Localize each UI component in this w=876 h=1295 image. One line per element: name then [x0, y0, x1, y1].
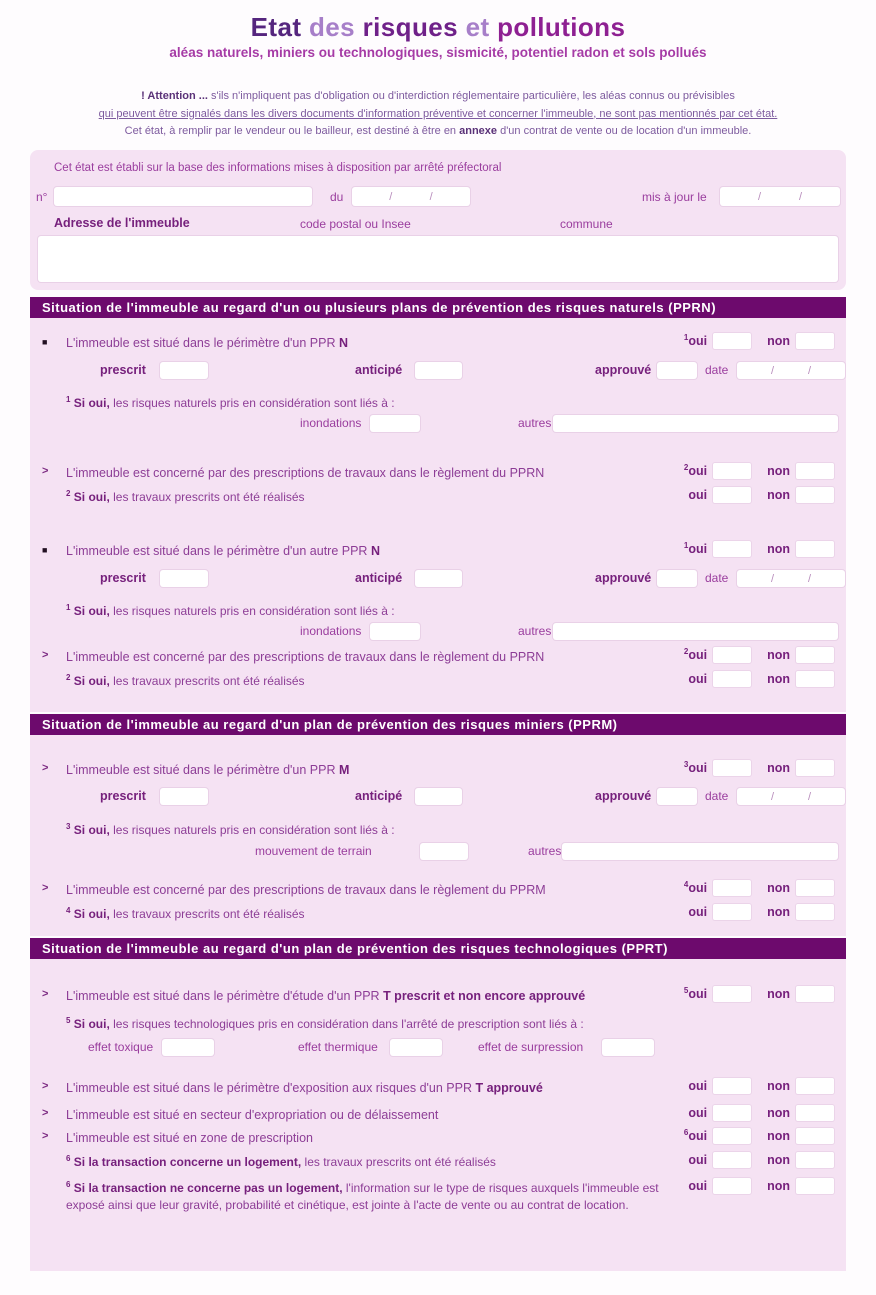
prescrit-checkbox[interactable] [160, 570, 208, 587]
footnote-marker: 3 [66, 822, 71, 831]
non-checkbox[interactable] [796, 1078, 834, 1094]
oui-label: oui [688, 464, 708, 479]
oui-non-group [684, 880, 834, 896]
si-oui-text: les risques naturels pris en considération sont liés à : [109, 823, 395, 837]
date-separator: / [807, 572, 812, 585]
oui-label: oui [688, 1129, 708, 1144]
oui-checkbox[interactable] [713, 1078, 751, 1094]
si-oui-bold: Si oui, [73, 490, 110, 504]
autres-input[interactable] [553, 415, 838, 432]
pprm-q2-row [40, 881, 836, 899]
footnote-marker: 1 [66, 395, 71, 404]
footnote-ref: 2 [683, 463, 689, 473]
anticipe-label: anticipé [355, 571, 403, 585]
section-pprn [30, 318, 846, 712]
oui-label: oui [688, 334, 708, 349]
si-oui-bold: Si oui, [73, 1017, 110, 1031]
prescrit-checkbox[interactable] [160, 362, 208, 379]
pprn-risques-row2 [40, 623, 836, 645]
effet-toxique-checkbox[interactable] [162, 1039, 214, 1056]
date-label: date [705, 789, 729, 803]
si-oui-text: les risques naturels pris en considération sont liés à : [109, 396, 395, 410]
oui-label: oui [688, 542, 708, 557]
oui-non-group [684, 986, 834, 1002]
date-separator: / [798, 190, 803, 203]
non-label: non [767, 1106, 790, 1120]
si-oui-bold: Si oui, [73, 604, 110, 618]
square-bullet-icon: ■ [42, 545, 48, 555]
notice-line2: qui peuvent être signalés dans les divers documents d'information préventive et concerner l'immeuble, ne sont pas mentionnés par cet état. [98, 107, 778, 120]
si-transaction-text: l'information sur le type de risques auxquels l'immeuble est exposé ainsi que leur gravité, probabilité et cinétique, est jointe à l'acte de vente ou au contrat de location. [66, 1181, 659, 1213]
question-text: L'immeuble est situé en secteur d'expropriation ou de délaissement [66, 1108, 439, 1122]
oui-label: oui [688, 905, 708, 919]
date-input[interactable] [737, 788, 845, 805]
title-word: pollutions [497, 12, 626, 42]
oui-checkbox[interactable] [713, 1178, 751, 1194]
non-label: non [767, 881, 790, 895]
oui-non-group [688, 1105, 834, 1121]
non-label: non [767, 1079, 790, 1093]
question-bold: M [338, 763, 350, 777]
non-checkbox[interactable] [796, 1152, 834, 1168]
mis-a-jour-label: mis à jour le [642, 190, 707, 204]
oui-checkbox[interactable] [713, 880, 751, 896]
pprm-q1-row [40, 761, 836, 779]
anticipe-checkbox[interactable] [415, 788, 462, 805]
approuve-label: approuvé [595, 571, 652, 585]
attention-label: ! Attention ... [141, 90, 208, 102]
footnote-marker: 2 [66, 673, 71, 682]
si-transaction-text: les travaux prescrits ont été réalisés [301, 1155, 496, 1169]
date-separator: / [770, 364, 775, 377]
footnote-marker: 1 [66, 603, 71, 612]
numero-label: n° [36, 190, 48, 204]
footnote-ref: 5 [683, 986, 689, 996]
footnote-marker: 6 [66, 1154, 71, 1163]
pprt-q5-row [40, 1153, 836, 1171]
chevron-bullet-icon: > [42, 465, 49, 477]
commune-label: commune [560, 217, 613, 231]
footnote-ref: 1 [683, 333, 689, 343]
oui-non-group [684, 333, 834, 349]
non-checkbox[interactable] [796, 986, 834, 1002]
chevron-bullet-icon: > [42, 988, 49, 1000]
non-checkbox[interactable] [796, 1128, 834, 1144]
oui-label: oui [688, 672, 708, 686]
approuve-checkbox[interactable] [657, 362, 697, 379]
non-checkbox[interactable] [796, 333, 834, 349]
notice-line3: Cet état, à remplir par le vendeur ou le bailleur, est destiné à être en [124, 125, 460, 138]
pprm-sioui1-row [40, 821, 836, 839]
question-bold: N [338, 336, 349, 350]
title-word: risques [362, 12, 458, 42]
footnote-marker: 2 [66, 489, 71, 498]
autres-input[interactable] [562, 843, 838, 860]
non-checkbox[interactable] [796, 541, 834, 557]
chevron-bullet-icon: > [42, 882, 49, 894]
date-label: date [705, 571, 729, 585]
oui-non-group [688, 1178, 834, 1194]
question-text: L'immeuble est situé en zone de prescription [66, 1131, 313, 1145]
pprm-risques-row [40, 843, 836, 865]
oui-label: oui [688, 488, 708, 502]
du-label: du [330, 190, 344, 204]
prescrit-checkbox[interactable] [160, 788, 208, 805]
question-text: L'immeuble est situé dans le périmètre d'un PPR [66, 336, 336, 350]
effet-thermique-label: effet thermique [298, 1040, 378, 1054]
mis-a-jour-date-input[interactable] [720, 187, 840, 206]
chevron-bullet-icon: > [42, 1130, 49, 1142]
oui-non-group [688, 904, 834, 920]
oui-checkbox[interactable] [713, 487, 751, 503]
chevron-bullet-icon: > [42, 649, 49, 661]
pprm-status-row [40, 788, 836, 810]
non-label: non [767, 1129, 790, 1143]
pprt-q1-row [40, 987, 836, 1005]
oui-non-group [684, 541, 834, 557]
effet-surpression-checkbox[interactable] [602, 1039, 654, 1056]
si-oui-text: les travaux prescrits ont été réalisés [109, 490, 305, 504]
date-separator: / [429, 190, 433, 203]
question-bold: N [370, 544, 380, 558]
oui-checkbox[interactable] [713, 541, 751, 557]
oui-checkbox[interactable] [713, 671, 751, 687]
footnote-ref: 3 [683, 760, 689, 770]
prescrit-label: prescrit [100, 789, 146, 803]
si-oui-text: les travaux prescrits ont été réalisés [109, 907, 305, 921]
autres-input[interactable] [553, 623, 838, 640]
prescrit-label: prescrit [100, 363, 146, 377]
si-transaction-bold: Si la transaction concerne un logement, [73, 1155, 302, 1169]
pprn-sioui3-row [40, 602, 836, 620]
pprn-q3-row [40, 542, 836, 560]
oui-checkbox[interactable] [713, 986, 751, 1002]
title-word: Etat [250, 12, 302, 42]
non-label: non [767, 761, 790, 775]
notice-line3-bold: annexe [459, 125, 498, 138]
non-label: non [767, 464, 790, 478]
question-text: L'immeuble est concerné par des prescriptions de travaux dans le règlement du PPRN [66, 466, 545, 480]
oui-non-group [684, 647, 834, 663]
code-postal-label: code postal ou Insee [300, 217, 411, 231]
section-header-pprn: Situation de l'immeuble au regard d'un ou plusieurs plans de prévention des risques naturels (PPRN) [30, 297, 846, 318]
footnote-ref: 1 [683, 541, 689, 551]
section-pprm [30, 735, 846, 936]
date-separator: / [770, 790, 775, 803]
date-separator: / [770, 572, 775, 585]
page-title [0, 12, 876, 43]
si-oui-bold: Si oui, [73, 674, 110, 688]
inondations-label: inondations [300, 416, 362, 430]
approuve-checkbox[interactable] [657, 570, 697, 587]
pprn-q4-row [40, 648, 836, 666]
oui-label: oui [688, 881, 708, 896]
question-text: L'immeuble est situé dans le périmètre d'un PPR [66, 763, 336, 777]
section-header-pprm: Situation de l'immeuble au regard d'un plan de prévention des risques miniers (PPRM) [30, 714, 846, 735]
non-label: non [767, 1179, 790, 1193]
non-checkbox[interactable] [796, 487, 834, 503]
pprt-q6-row [40, 1179, 836, 1215]
autres-label: autres [518, 624, 552, 638]
arrete-panel [30, 150, 846, 290]
date-separator: / [807, 364, 812, 377]
approuve-checkbox[interactable] [657, 788, 697, 805]
pprt-q4-row [40, 1129, 836, 1147]
pprn-q2-row [40, 464, 836, 482]
non-checkbox[interactable] [796, 463, 834, 479]
effet-thermique-checkbox[interactable] [390, 1039, 442, 1056]
notice-line3-end: d'un contrat de vente ou de location d'un immeuble. [497, 125, 752, 138]
question-text: L'immeuble est situé dans le périmètre d'un autre PPR [66, 544, 368, 558]
pprn-sioui4-row [40, 672, 836, 690]
footnote-ref: 4 [683, 880, 689, 890]
oui-checkbox[interactable] [713, 1105, 751, 1121]
si-oui-bold: Si oui, [73, 396, 110, 410]
page-subtitle: aléas naturels, miniers ou technologiques, sismicité, potentiel radon et sols pollués [169, 45, 707, 60]
non-checkbox[interactable] [796, 671, 834, 687]
inondations-label: inondations [300, 624, 362, 638]
oui-non-group [684, 463, 834, 479]
square-bullet-icon: ■ [42, 337, 48, 347]
date-separator: / [757, 190, 762, 203]
approuve-label: approuvé [595, 363, 652, 377]
du-date-input[interactable] [352, 187, 470, 206]
pprt-q2-row [40, 1079, 836, 1097]
oui-checkbox[interactable] [713, 904, 751, 920]
arrete-intro: Cet état est établi sur la base des informations mises à disposition par arrêté préfectoral [54, 162, 502, 174]
question-text: L'immeuble est concerné par des prescriptions de travaux dans le règlement du PPRN [66, 650, 545, 664]
anticipe-checkbox[interactable] [415, 570, 462, 587]
title-word: et [465, 12, 490, 42]
non-label: non [767, 987, 790, 1001]
non-label: non [767, 672, 790, 686]
si-oui-text: les travaux prescrits ont été réalisés [109, 674, 305, 688]
pprn-sioui1-row [40, 394, 836, 412]
question-text: L'immeuble est situé dans le périmètre d'étude d'un PPR [66, 989, 380, 1003]
autres-label: autres [518, 416, 552, 430]
non-label: non [767, 334, 790, 348]
oui-non-group [684, 1128, 834, 1144]
chevron-bullet-icon: > [42, 762, 49, 774]
oui-checkbox[interactable] [713, 1152, 751, 1168]
oui-label: oui [688, 1106, 708, 1120]
non-checkbox[interactable] [796, 1105, 834, 1121]
pprn-status-row2 [40, 570, 836, 592]
inondations-checkbox[interactable] [370, 623, 420, 640]
non-checkbox[interactable] [796, 760, 834, 776]
mouvement-terrain-label: mouvement de terrain [255, 844, 372, 858]
question-text: L'immeuble est situé dans le périmètre d'exposition aux risques d'un PPR [66, 1081, 472, 1095]
anticipe-label: anticipé [355, 789, 403, 803]
pprt-q3-row [40, 1106, 836, 1124]
date-input[interactable] [737, 570, 845, 587]
approuve-label: approuvé [595, 789, 652, 803]
pprn-status-row [40, 362, 836, 384]
oui-checkbox[interactable] [713, 760, 751, 776]
non-label: non [767, 1153, 790, 1167]
oui-non-group [688, 487, 834, 503]
oui-label: oui [688, 987, 708, 1002]
footnote-ref: 2 [683, 647, 689, 657]
pprm-sioui2-row [40, 905, 836, 923]
footnote-marker: 4 [66, 906, 71, 915]
oui-checkbox[interactable] [713, 1128, 751, 1144]
non-label: non [767, 905, 790, 919]
pprn-q1-row [40, 334, 836, 352]
question-bold: T approuvé [475, 1081, 543, 1095]
effet-toxique-label: effet toxique [88, 1040, 154, 1054]
question-text: L'immeuble est concerné par des prescriptions de travaux dans le règlement du PPRM [66, 883, 546, 897]
section-header-pprt: Situation de l'immeuble au regard d'un plan de prévention des risques technologiques (PPRT) [30, 938, 846, 959]
adresse-input[interactable] [38, 236, 838, 282]
oui-non-group [684, 760, 834, 776]
oui-checkbox[interactable] [713, 333, 751, 349]
oui-label: oui [688, 648, 708, 663]
oui-label: oui [688, 1079, 708, 1093]
question-bold: T prescrit et non encore approuvé [383, 989, 586, 1003]
pprt-effets-row [40, 1039, 836, 1061]
anticipe-checkbox[interactable] [415, 362, 462, 379]
chevron-bullet-icon: > [42, 1107, 49, 1119]
adresse-label: Adresse de l'immeuble [54, 216, 190, 230]
si-oui-text: les risques naturels pris en considération sont liés à : [109, 604, 395, 618]
footnote-marker: 5 [66, 1016, 71, 1025]
oui-label: oui [688, 761, 708, 776]
si-oui-bold: Si oui, [73, 907, 110, 921]
numero-input[interactable] [54, 187, 312, 206]
pprn-risques-row [40, 415, 836, 437]
effet-surpression-label: effet de surpression [478, 1040, 584, 1054]
non-checkbox[interactable] [796, 880, 834, 896]
autres-label: autres [528, 844, 562, 858]
mouvement-terrain-checkbox[interactable] [420, 843, 468, 860]
pprt-sioui1-row [40, 1015, 836, 1033]
oui-checkbox[interactable] [713, 463, 751, 479]
title-word: des [309, 12, 356, 42]
si-oui-bold: Si oui, [73, 823, 110, 837]
non-label: non [767, 542, 790, 556]
date-separator: / [389, 190, 393, 203]
anticipe-label: anticipé [355, 363, 403, 377]
non-label: non [767, 488, 790, 502]
oui-non-group [688, 671, 834, 687]
footnote-marker: 6 [66, 1180, 71, 1189]
oui-checkbox[interactable] [713, 647, 751, 663]
warning-notice [48, 88, 828, 141]
footnote-ref: 6 [683, 1128, 689, 1138]
date-input[interactable] [737, 362, 845, 379]
non-checkbox[interactable] [796, 647, 834, 663]
notice-line1: s'ils n'impliquent pas d'obligation ou d'interdiction réglementaire particulière, les aléas connus ou prévisibles [207, 90, 735, 102]
oui-label: oui [688, 1153, 708, 1167]
pprn-sioui2-row [40, 488, 836, 506]
prescrit-label: prescrit [100, 571, 146, 585]
non-label: non [767, 648, 790, 662]
section-pprt [30, 959, 846, 1271]
date-separator: / [807, 790, 812, 803]
inondations-checkbox[interactable] [370, 415, 420, 432]
chevron-bullet-icon: > [42, 1080, 49, 1092]
non-checkbox[interactable] [796, 1178, 834, 1194]
oui-non-group [688, 1152, 834, 1168]
si-transaction-bold: Si la transaction ne concerne pas un logement, [73, 1181, 343, 1195]
date-label: date [705, 363, 729, 377]
oui-label: oui [688, 1179, 708, 1193]
non-checkbox[interactable] [796, 904, 834, 920]
si-oui-text: les risques technologiques pris en considération dans l'arrêté de prescription sont liés à : [109, 1017, 584, 1031]
oui-non-group [688, 1078, 834, 1094]
